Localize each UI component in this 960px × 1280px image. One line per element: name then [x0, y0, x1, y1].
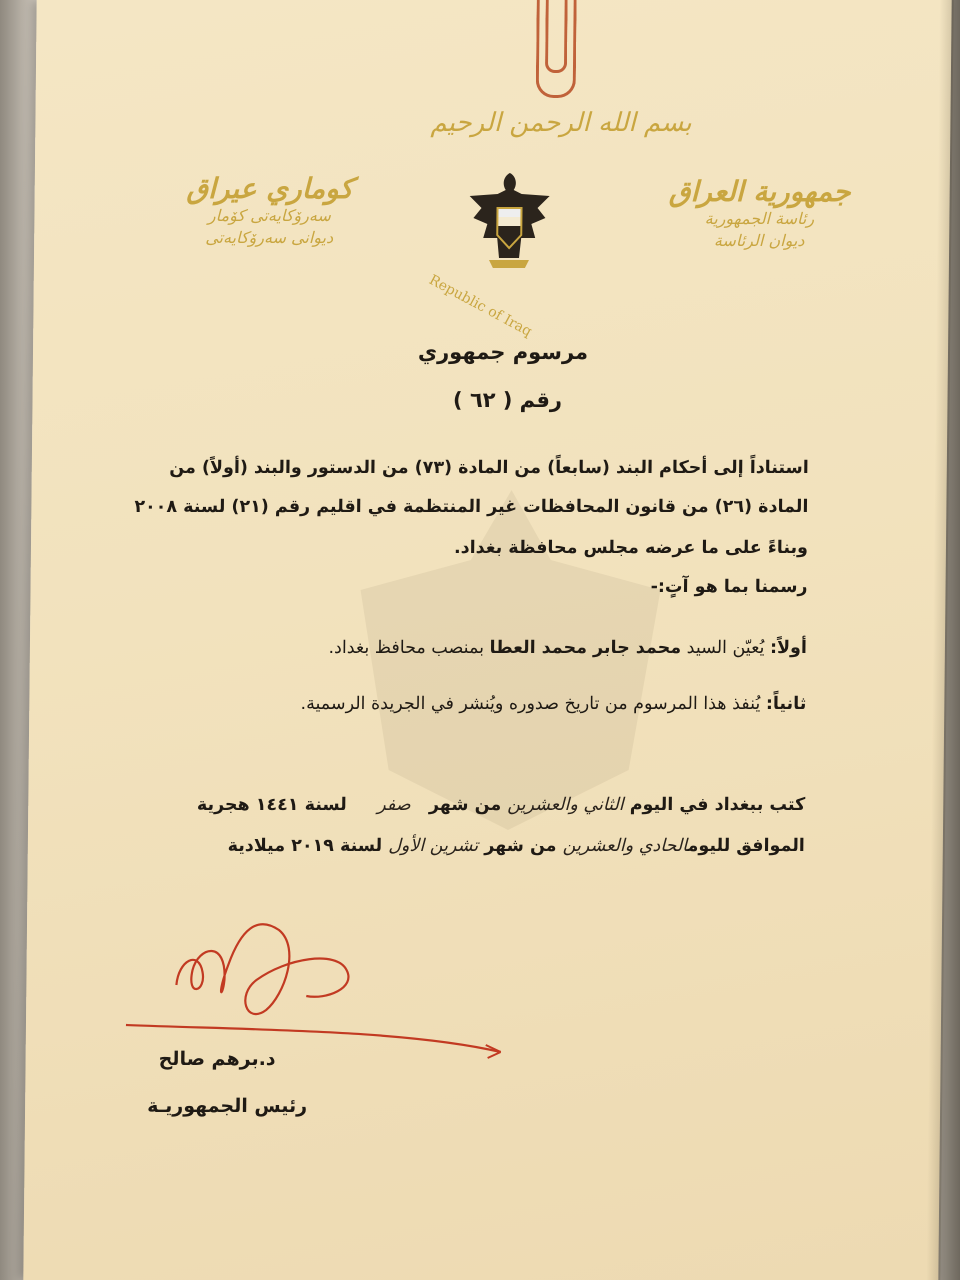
appointee-name: محمد جابر محمد العطا — [489, 638, 682, 658]
basmala: بسم الله الرحمن الرحيم — [430, 108, 692, 138]
clause-first-post: بمنصب محافظ بغداد. — [328, 638, 490, 658]
decree-title: مرسوم جمهوري — [417, 340, 589, 364]
signatory-title: رئيس الجمهوريـة — [147, 1095, 308, 1117]
clause-second-label: ثانياً: — [765, 694, 807, 714]
clause-first-label: أولاً: — [769, 638, 808, 658]
header-kurdish-title: كوماري عيراق — [186, 172, 354, 205]
date-greg-month-label: من شهر — [484, 836, 557, 856]
preamble-line-1: استناداً إلى أحكام البند (سابعاً) من المادة (٧٣) من الدستور والبند (أولاً) من — [169, 458, 809, 478]
header-arabic-title: جمهورية العراق — [668, 175, 851, 208]
date-greg-day: الحادي والعشرين — [562, 836, 688, 856]
signature-mark — [105, 900, 527, 1070]
header-arabic-sub2: ديوان الرئاسة — [713, 231, 805, 250]
header-kurdish — [159, 172, 380, 249]
eagle-emblem-icon — [459, 168, 560, 288]
clause-first — [127, 638, 807, 658]
clause-second-text: يُنفذ هذا المرسوم من تاريخ صدوره ويُنشر في الجريدة الرسمية. — [300, 694, 766, 714]
date-hijri-prefix: كتب ببغداد في اليوم — [629, 795, 806, 815]
preamble-line-2: المادة (٢٦) من قانون المحافظات غير المنتظمة في اقليم رقم (٢١) لسنة ٢٠٠٨ — [134, 497, 809, 517]
date-greg-month: تشرين الأول — [388, 836, 479, 856]
date-greg-prefix: الموافق لليوم — [687, 836, 805, 856]
date-hijri-month-label: من شهر — [428, 795, 502, 815]
signatory-name: د.برهم صالح — [158, 1048, 276, 1070]
date-hijri-year: لسنة ١٤٤١ هجرية — [196, 795, 347, 815]
emblem-caption: Republic of Iraq — [426, 272, 535, 340]
header-kurdish-sub1: سەرۆکایەتی کۆمار — [207, 206, 331, 225]
date-line-hijri — [125, 795, 805, 815]
preamble-line-4: رسمنا بما هو آتٍ:- — [650, 577, 808, 597]
date-hijri-month: صفر — [377, 795, 411, 815]
date-greg-year: لسنة ٢٠١٩ ميلادية — [227, 836, 383, 856]
clause-first-pre: يُعيّن السيد — [681, 638, 771, 658]
header-kurdish-sub2: دیوانی سەرۆکایەتی — [205, 228, 334, 247]
clause-second — [126, 694, 806, 714]
decree-number: رقم ( ٦٢ ) — [452, 388, 563, 412]
paperclip — [536, 0, 577, 98]
date-hijri-day: الثاني والعشرين — [507, 795, 624, 815]
preamble-line-3: وبناءً على ما عرضه مجلس محافظة بغداد. — [453, 538, 809, 558]
decree-page — [23, 0, 951, 1280]
header-arabic — [644, 175, 875, 252]
header-arabic-sub1: رئاسة الجمهورية — [704, 209, 815, 228]
date-line-gregorian — [125, 836, 805, 856]
emblem-watermark — [298, 470, 722, 850]
